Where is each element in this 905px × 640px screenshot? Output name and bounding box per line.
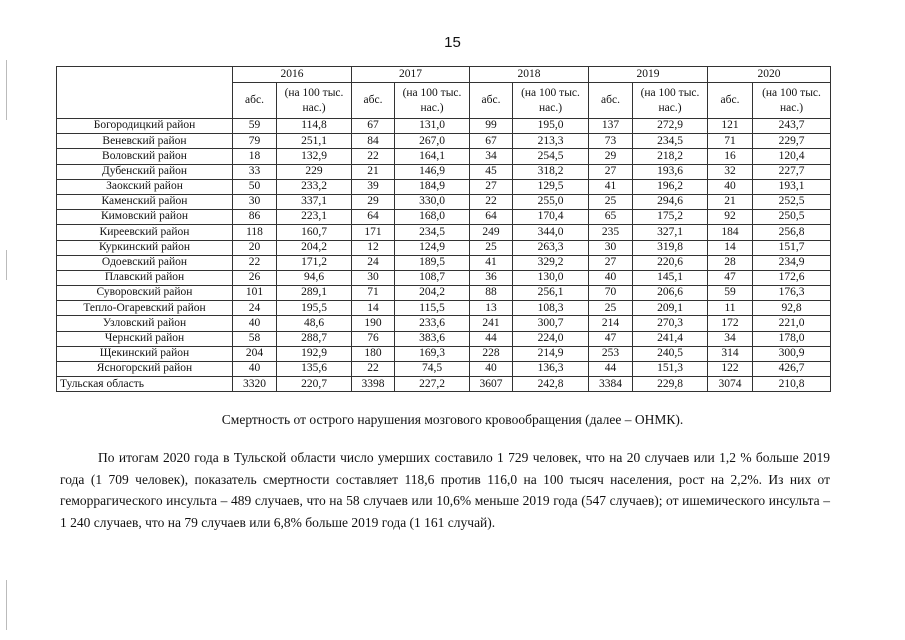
rate-value: 329,2 <box>513 255 589 270</box>
rate-header: (на 100 тыс. нас.) <box>753 83 831 119</box>
table-header-years <box>57 67 831 83</box>
rate-value: 241,4 <box>633 331 708 346</box>
abs-value: 40 <box>470 362 513 377</box>
abs-value: 40 <box>589 270 633 285</box>
table-row <box>57 225 831 240</box>
header-district-blank <box>57 67 233 119</box>
rate-value: 294,6 <box>633 194 708 209</box>
abs-value: 30 <box>352 270 395 285</box>
rate-value: 176,3 <box>753 286 831 301</box>
rate-header: (на 100 тыс. нас.) <box>513 83 589 119</box>
rate-value: 229,8 <box>633 377 708 392</box>
rate-value: 250,5 <box>753 210 831 225</box>
rate-value: 151,7 <box>753 240 831 255</box>
rate-value: 300,9 <box>753 346 831 361</box>
rate-value: 193,1 <box>753 179 831 194</box>
district-name: Тепло-Огаревский район <box>57 301 233 316</box>
district-name: Богородицкий район <box>57 119 233 134</box>
rate-value: 108,7 <box>395 270 470 285</box>
abs-value: 67 <box>470 134 513 149</box>
rate-value: 213,3 <box>513 134 589 149</box>
district-name: Суворовский район <box>57 286 233 301</box>
rate-value: 256,1 <box>513 286 589 301</box>
district-name: Киреевский район <box>57 225 233 240</box>
abs-value: 214 <box>589 316 633 331</box>
rate-value: 218,2 <box>633 149 708 164</box>
abs-value: 21 <box>352 164 395 179</box>
abs-value: 11 <box>708 301 753 316</box>
district-name: Ясногорский район <box>57 362 233 377</box>
abs-value: 29 <box>352 194 395 209</box>
district-name: Узловский район <box>57 316 233 331</box>
rate-value: 426,7 <box>753 362 831 377</box>
rate-value: 210,8 <box>753 377 831 392</box>
table-row <box>57 210 831 225</box>
rate-value: 108,3 <box>513 301 589 316</box>
abs-value: 184 <box>708 225 753 240</box>
rate-value: 184,9 <box>395 179 470 194</box>
district-name: Тульская область <box>57 377 233 392</box>
abs-header: абс. <box>589 83 633 119</box>
rate-value: 242,8 <box>513 377 589 392</box>
rate-value: 270,3 <box>633 316 708 331</box>
rate-header: (на 100 тыс. нас.) <box>395 83 470 119</box>
abs-value: 27 <box>589 255 633 270</box>
rate-value: 136,3 <box>513 362 589 377</box>
abs-value: 41 <box>589 179 633 194</box>
district-name: Воловский район <box>57 149 233 164</box>
table-row <box>57 270 831 285</box>
abs-value: 70 <box>589 286 633 301</box>
abs-value: 101 <box>233 286 277 301</box>
abs-value: 59 <box>708 286 753 301</box>
rate-value: 120,4 <box>753 149 831 164</box>
section-caption: Смертность от острого нарушения мозгового кровообращения (далее – ОНМК). <box>221 412 684 427</box>
abs-value: 59 <box>233 119 277 134</box>
abs-value: 118 <box>233 225 277 240</box>
abs-value: 204 <box>233 346 277 361</box>
rate-value: 135,6 <box>277 362 352 377</box>
rate-value: 289,1 <box>277 286 352 301</box>
table-row <box>57 194 831 209</box>
district-name: Чернский район <box>57 331 233 346</box>
abs-value: 64 <box>352 210 395 225</box>
abs-value: 27 <box>470 179 513 194</box>
abs-header: абс. <box>233 83 277 119</box>
abs-header: абс. <box>352 83 395 119</box>
abs-value: 30 <box>589 240 633 255</box>
rate-value: 92,8 <box>753 301 831 316</box>
rate-value: 263,3 <box>513 240 589 255</box>
mortality-table <box>56 66 831 392</box>
abs-value: 39 <box>352 179 395 194</box>
abs-value: 25 <box>589 301 633 316</box>
abs-value: 33 <box>233 164 277 179</box>
rate-value: 327,1 <box>633 225 708 240</box>
rate-value: 220,7 <box>277 377 352 392</box>
rate-value: 300,7 <box>513 316 589 331</box>
abs-header: абс. <box>708 83 753 119</box>
abs-value: 26 <box>233 270 277 285</box>
rate-value: 74,5 <box>395 362 470 377</box>
year-header: 2019 <box>589 67 708 83</box>
year-header: 2017 <box>352 67 470 83</box>
body-paragraph: По итогам 2020 года в Тульской области число умерших составило 1 729 человек, что на 20 случаев или 1,2 % больше 2019 года (1 709 человек), показатель смертности составляет 118,6 против 116,0 на 100 тысяч населения, рост на 2,2%. Из них от геморрагического инсульта – 489 случаев, что на 58 случаев или 10,6% меньше 2019 года (547 случаев); от ишемического инсульта – 1 240 случаев, что на 79 случаев или 6,8% больше 2019 года (1 161 случай). <box>60 450 830 530</box>
abs-value: 12 <box>352 240 395 255</box>
abs-value: 32 <box>708 164 753 179</box>
abs-value: 64 <box>470 210 513 225</box>
rate-value: 272,9 <box>633 119 708 134</box>
rate-value: 171,2 <box>277 255 352 270</box>
rate-value: 131,0 <box>395 119 470 134</box>
abs-value: 14 <box>708 240 753 255</box>
rate-value: 251,1 <box>277 134 352 149</box>
margin-mark <box>6 580 7 630</box>
abs-value: 3074 <box>708 377 753 392</box>
abs-value: 76 <box>352 331 395 346</box>
abs-value: 36 <box>470 270 513 285</box>
abs-value: 22 <box>470 194 513 209</box>
abs-value: 71 <box>352 286 395 301</box>
rate-value: 130,0 <box>513 270 589 285</box>
abs-value: 50 <box>233 179 277 194</box>
abs-value: 137 <box>589 119 633 134</box>
rate-header: (на 100 тыс. нас.) <box>277 83 352 119</box>
rate-value: 255,0 <box>513 194 589 209</box>
abs-value: 28 <box>708 255 753 270</box>
abs-value: 171 <box>352 225 395 240</box>
abs-value: 235 <box>589 225 633 240</box>
abs-value: 45 <box>470 164 513 179</box>
abs-value: 29 <box>589 149 633 164</box>
abs-value: 30 <box>233 194 277 209</box>
page-number: 15 <box>444 34 461 51</box>
district-name: Куркинский район <box>57 240 233 255</box>
table-row <box>57 346 831 361</box>
table-row <box>57 362 831 377</box>
table-row <box>57 164 831 179</box>
district-name: Каменский район <box>57 194 233 209</box>
rate-value: 146,9 <box>395 164 470 179</box>
rate-value: 344,0 <box>513 225 589 240</box>
margin-mark <box>6 250 7 280</box>
rate-value: 223,1 <box>277 210 352 225</box>
abs-value: 41 <box>470 255 513 270</box>
abs-value: 67 <box>352 119 395 134</box>
rate-value: 243,7 <box>753 119 831 134</box>
rate-value: 189,5 <box>395 255 470 270</box>
district-name: Кимовский район <box>57 210 233 225</box>
rate-value: 178,0 <box>753 331 831 346</box>
abs-value: 27 <box>589 164 633 179</box>
rate-value: 124,9 <box>395 240 470 255</box>
rate-value: 151,3 <box>633 362 708 377</box>
rate-value: 172,6 <box>753 270 831 285</box>
district-name: Веневский район <box>57 134 233 149</box>
year-header: 2018 <box>470 67 589 83</box>
rate-value: 193,6 <box>633 164 708 179</box>
rate-value: 288,7 <box>277 331 352 346</box>
abs-value: 58 <box>233 331 277 346</box>
abs-value: 22 <box>352 149 395 164</box>
abs-value: 84 <box>352 134 395 149</box>
rate-value: 318,2 <box>513 164 589 179</box>
rate-value: 267,0 <box>395 134 470 149</box>
rate-value: 233,6 <box>395 316 470 331</box>
abs-value: 40 <box>708 179 753 194</box>
rate-value: 254,5 <box>513 149 589 164</box>
abs-value: 3320 <box>233 377 277 392</box>
district-name: Дубенский район <box>57 164 233 179</box>
rate-value: 234,9 <box>753 255 831 270</box>
abs-value: 44 <box>589 362 633 377</box>
rate-value: 234,5 <box>633 134 708 149</box>
rate-value: 330,0 <box>395 194 470 209</box>
abs-value: 16 <box>708 149 753 164</box>
abs-value: 3607 <box>470 377 513 392</box>
rate-value: 229,7 <box>753 134 831 149</box>
rate-value: 233,2 <box>277 179 352 194</box>
rate-value: 224,0 <box>513 331 589 346</box>
rate-value: 132,9 <box>277 149 352 164</box>
abs-value: 99 <box>470 119 513 134</box>
abs-header: абс. <box>470 83 513 119</box>
rate-value: 221,0 <box>753 316 831 331</box>
district-name: Щекинский район <box>57 346 233 361</box>
abs-value: 3398 <box>352 377 395 392</box>
rate-value: 337,1 <box>277 194 352 209</box>
abs-value: 34 <box>470 149 513 164</box>
abs-value: 172 <box>708 316 753 331</box>
abs-value: 20 <box>233 240 277 255</box>
rate-value: 383,6 <box>395 331 470 346</box>
abs-value: 121 <box>708 119 753 134</box>
abs-value: 71 <box>708 134 753 149</box>
abs-value: 24 <box>352 255 395 270</box>
table-row <box>57 134 831 149</box>
abs-value: 47 <box>708 270 753 285</box>
rate-value: 204,2 <box>277 240 352 255</box>
abs-value: 22 <box>233 255 277 270</box>
district-name: Одоевский район <box>57 255 233 270</box>
table-row <box>57 149 831 164</box>
abs-value: 180 <box>352 346 395 361</box>
abs-value: 21 <box>708 194 753 209</box>
rate-value: 220,6 <box>633 255 708 270</box>
abs-value: 79 <box>233 134 277 149</box>
table-row <box>57 240 831 255</box>
rate-value: 115,5 <box>395 301 470 316</box>
table-row <box>57 331 831 346</box>
rate-value: 227,2 <box>395 377 470 392</box>
table-row <box>57 119 831 134</box>
rate-value: 168,0 <box>395 210 470 225</box>
abs-value: 25 <box>589 194 633 209</box>
abs-value: 18 <box>233 149 277 164</box>
abs-value: 86 <box>233 210 277 225</box>
district-name: Заокский район <box>57 179 233 194</box>
rate-value: 206,6 <box>633 286 708 301</box>
rate-value: 204,2 <box>395 286 470 301</box>
rate-value: 209,1 <box>633 301 708 316</box>
rate-value: 160,7 <box>277 225 352 240</box>
rate-value: 195,5 <box>277 301 352 316</box>
abs-value: 122 <box>708 362 753 377</box>
rate-value: 234,5 <box>395 225 470 240</box>
rate-value: 114,8 <box>277 119 352 134</box>
abs-value: 249 <box>470 225 513 240</box>
rate-value: 252,5 <box>753 194 831 209</box>
rate-value: 319,8 <box>633 240 708 255</box>
table-row <box>57 286 831 301</box>
rate-value: 192,9 <box>277 346 352 361</box>
abs-value: 73 <box>589 134 633 149</box>
abs-value: 228 <box>470 346 513 361</box>
abs-value: 88 <box>470 286 513 301</box>
abs-value: 25 <box>470 240 513 255</box>
abs-value: 40 <box>233 362 277 377</box>
abs-value: 22 <box>352 362 395 377</box>
abs-value: 14 <box>352 301 395 316</box>
abs-value: 241 <box>470 316 513 331</box>
abs-value: 65 <box>589 210 633 225</box>
table-row <box>57 316 831 331</box>
rate-value: 94,6 <box>277 270 352 285</box>
table-row <box>57 301 831 316</box>
rate-value: 227,7 <box>753 164 831 179</box>
margin-mark <box>6 60 7 120</box>
abs-value: 24 <box>233 301 277 316</box>
year-header: 2016 <box>233 67 352 83</box>
abs-value: 253 <box>589 346 633 361</box>
district-name: Плавский район <box>57 270 233 285</box>
abs-value: 92 <box>708 210 753 225</box>
rate-value: 256,8 <box>753 225 831 240</box>
table-row <box>57 377 831 392</box>
rate-value: 195,0 <box>513 119 589 134</box>
abs-value: 3384 <box>589 377 633 392</box>
abs-value: 13 <box>470 301 513 316</box>
rate-value: 240,5 <box>633 346 708 361</box>
rate-value: 164,1 <box>395 149 470 164</box>
year-header: 2020 <box>708 67 831 83</box>
rate-value: 169,3 <box>395 346 470 361</box>
abs-value: 190 <box>352 316 395 331</box>
rate-value: 48,6 <box>277 316 352 331</box>
abs-value: 47 <box>589 331 633 346</box>
rate-value: 129,5 <box>513 179 589 194</box>
rate-value: 175,2 <box>633 210 708 225</box>
rate-value: 170,4 <box>513 210 589 225</box>
table-row <box>57 255 831 270</box>
rate-value: 145,1 <box>633 270 708 285</box>
rate-value: 196,2 <box>633 179 708 194</box>
abs-value: 314 <box>708 346 753 361</box>
abs-value: 40 <box>233 316 277 331</box>
rate-value: 229 <box>277 164 352 179</box>
rate-header: (на 100 тыс. нас.) <box>633 83 708 119</box>
abs-value: 44 <box>470 331 513 346</box>
abs-value: 34 <box>708 331 753 346</box>
table-row <box>57 179 831 194</box>
rate-value: 214,9 <box>513 346 589 361</box>
